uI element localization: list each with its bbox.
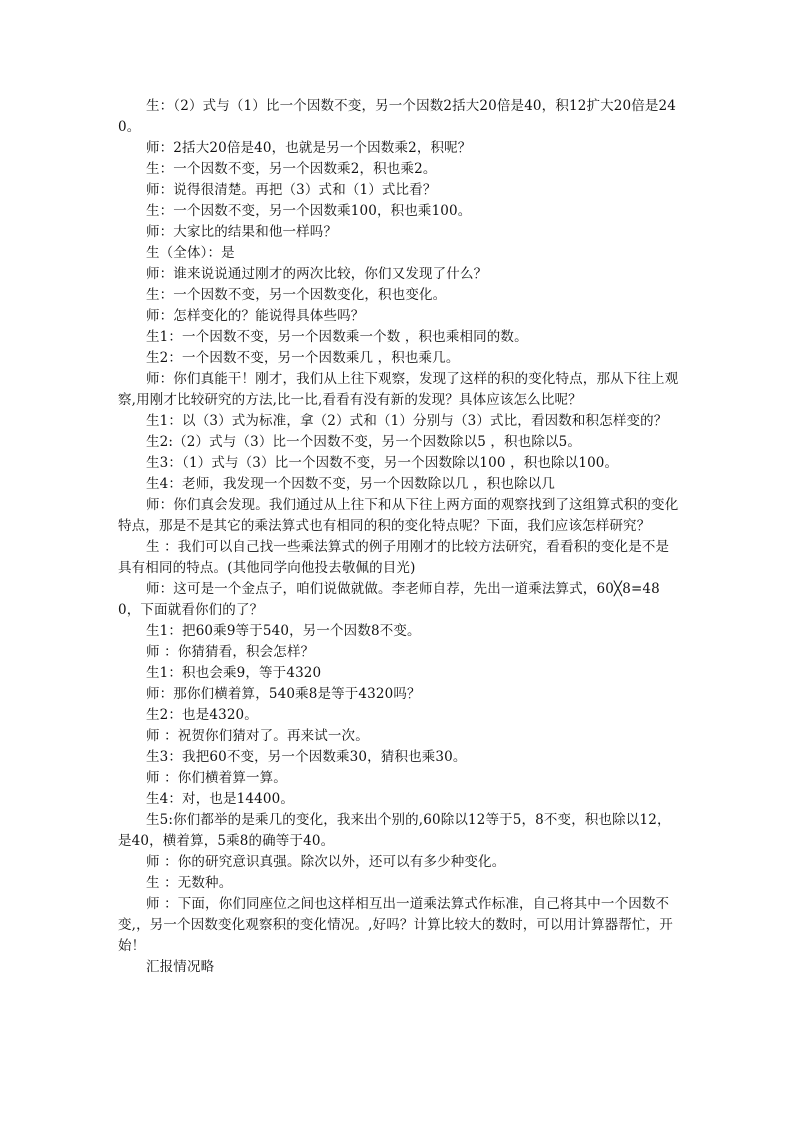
paragraph-29: 生4：对，也是14400。 bbox=[146, 791, 294, 807]
paragraph-7: 生（全体）：是 bbox=[146, 245, 235, 261]
paragraph-2: 师：2括大20倍是40，也就是另一个因数乘2，积呢？ bbox=[146, 140, 472, 156]
paragraph-24: 师：那你们横着算，540乘8是等于4320吗？ bbox=[146, 686, 421, 702]
paragraph-27: 生3：我把60不变，另一个因数乘30，猜积也乘30。 bbox=[146, 749, 467, 765]
paragraph-33: 师 ：下面，你们同座位之间也这样相互出一道乘法算式作标准，自己将其中一个因数不变,，另一个因数变化观察积的变化情况。,好吗？计算比较大的数时，可以用计算器帮忙，开始！ bbox=[118, 896, 673, 954]
paragraph-25: 生2：也是4320。 bbox=[146, 707, 258, 723]
paragraph-4: 师：说得很清楚。再把（3）式和（1）式比看？ bbox=[146, 182, 437, 198]
document-page bbox=[118, 96, 680, 978]
paragraph-23: 生1：积也会乘9，等于4320 bbox=[146, 665, 322, 681]
paragraph-26: 师 ：祝贺你们猜对了。再来试一次。 bbox=[146, 728, 369, 744]
paragraph-17: 生4：老师，我发现一个因数不变，另一个因数除以几 ，积也除以几 bbox=[146, 476, 556, 492]
paragraph-12: 生2：一个因数不变，另一个因数乘几 ，积也乘几。 bbox=[146, 350, 460, 366]
paragraph-6: 师：大家比的结果和他一样吗？ bbox=[146, 224, 338, 240]
paragraph-18: 师：你们真会发现。我们通过从上往下和从下往上两方面的观察找到了这组算式积的变化特点，那是不是其它的乘法算式也有相同的积的变化特点呢？下面，我们应该怎样研究？ bbox=[118, 497, 679, 534]
paragraph-1: 生：（2）式与（1）比一个因数不变，另一个因数2括大20倍是40，积12扩大20倍是240。 bbox=[118, 98, 677, 135]
paragraph-14: 生1：以（3）式为标准，拿（2）式和（1）分别与（3）式比，看因数和积怎样变的？ bbox=[146, 413, 668, 429]
paragraph-22: 师 ：你猜猜看，积会怎样？ bbox=[146, 644, 315, 660]
paragraph-31: 师 ：你的研究意识真强。除次以外，还可以有多少种变化。 bbox=[146, 854, 506, 870]
paragraph-3: 生：一个因数不变，另一个因数乘2，积也乘2。 bbox=[146, 161, 437, 177]
paragraph-21: 生1：把60乘9等于540，另一个因数8不变。 bbox=[146, 623, 421, 639]
paragraph-28: 师 ：你们横着算一算。 bbox=[146, 770, 287, 786]
paragraph-15: 生2:（2）式与（3）比一个因数不变，另一个因数除以5 ，积也除以5。 bbox=[146, 434, 582, 450]
paragraph-16: 生3：（1）式与（3）比一个因数不变，另一个因数除以100 ，积也除以100。 bbox=[146, 455, 619, 471]
paragraph-19: 生 ：我们可以自己找一些乘法算式的例子用刚才的比较方法研究，看看积的变化是不是具有相同的特点。(其他同学向他投去敬佩的目光) bbox=[118, 539, 670, 576]
paragraph-34: 汇报情况略 bbox=[146, 959, 215, 975]
paragraph-5: 生：一个因数不变，另一个因数乘100，积也乘100。 bbox=[146, 203, 472, 219]
paragraph-20: 师：这可是一个金点子，咱们说做就做。李老师自荐，先出一道乘法算式，60╳8=480，下面就看你们的了？ bbox=[118, 581, 660, 618]
paragraph-10: 师：怎样变化的？能说得具体些吗？ bbox=[146, 308, 365, 324]
paragraph-30: 生5:你们都举的是乘几的变化，我来出个别的,60除以12等于5，8不变，积也除以12，是40，横着算，5乘8的确等于40。 bbox=[118, 812, 671, 849]
paragraph-9: 生：一个因数不变，另一个因数变化，积也变化。 bbox=[146, 287, 447, 303]
paragraph-32: 生 ：无数种。 bbox=[146, 875, 233, 891]
paragraph-8: 师：谁来说说通过刚才的两次比较，你们又发现了什么？ bbox=[146, 266, 488, 282]
paragraph-13: 师：你们真能干！刚才，我们从上往下观察，发现了这样的积的变化特点，那从下往上观察,用刚才比较研究的方法,比一比,看看有没有新的发现？具体应该怎么比呢？ bbox=[118, 371, 679, 408]
paragraph-11: 生1：一个因数不变，另一个因数乘一个数 ，积也乘相同的数。 bbox=[146, 329, 528, 345]
